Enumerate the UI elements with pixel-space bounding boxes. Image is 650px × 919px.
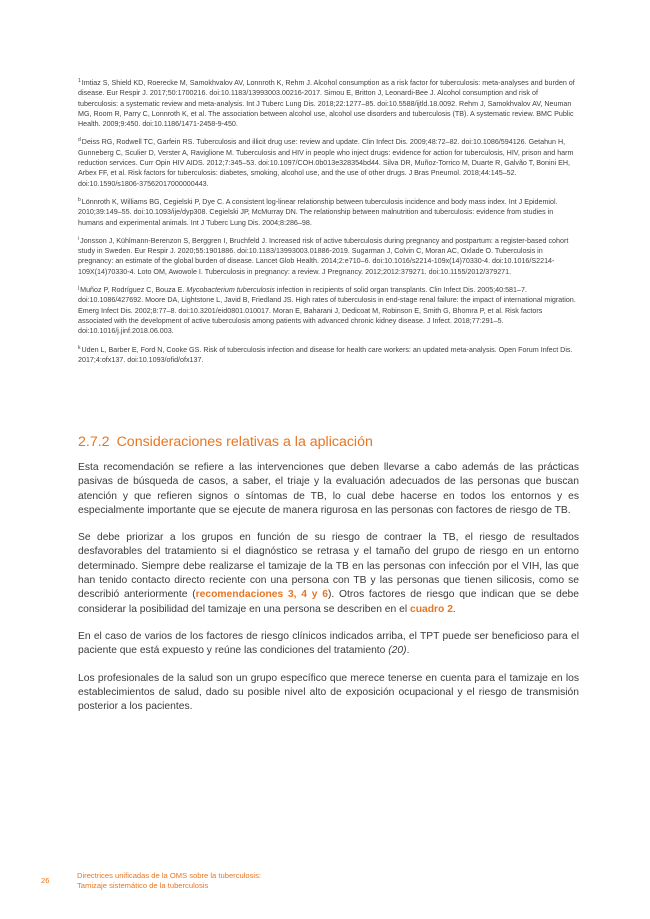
recommendations-link[interactable]: recomendaciones 3, 4 y 6	[195, 589, 328, 601]
paragraph	[78, 672, 579, 715]
page-footer	[41, 871, 261, 892]
reference-text: Lönnroth K, Williams BG, Cegielski P, Dye C. A consistent log-linear relationship between tuberculosis incidence and body mass index. Int J Epidemiol. 2010;39:149–55. doi:10.1093/ije/dyp308. Cegielski JP, McMurray DN. The relationship between malnutrition and tuberculosis: evidence from studies in humans and experimental animals. Int J Tuberc Lung Dis. 2004;8:286–98.	[78, 197, 558, 227]
paragraph	[78, 630, 579, 659]
reference-text-pre: Muñoz P, Rodríguez C, Bouza E.	[80, 286, 187, 295]
paragraph	[78, 461, 579, 518]
reference-marker: i	[78, 235, 80, 242]
reference-italic-term: Mycobacterium tuberculosis	[186, 286, 275, 295]
paragraph-text: Esta recomendación se refiere a las intervenciones que deben llevarse a cabo además de las prácticas pasivas de búsqueda de casos, a saber, el triaje y la evaluación adecuados de las personas que buscan atención y que refieren signos o síntomas de TB, lo cual debe hacerse en todos los entornos y es especialmente importante que se ejecute de manera rigurosa en las personas con factores de riesgo de TB.	[78, 462, 579, 516]
footer-line-1: Directrices unificadas de la OMS sobre la tuberculosis:	[77, 871, 262, 880]
reference-item	[78, 234, 578, 277]
paragraph-text: En el caso de varios de los factores de riesgo clínicos indicados arriba, el TPT puede ser beneficioso para el paciente que está expuesto y reúne las condiciones del tratamiento	[78, 630, 579, 657]
paragraph-text: .	[452, 603, 456, 615]
page-number: 26	[41, 876, 50, 885]
reference-item	[78, 76, 578, 129]
section-body	[78, 461, 579, 727]
reference-text: Deiss RG, Rodwell TC, Garfein RS. Tuberculosis and illicit drug use: review and update. Clin Infect Dis. 2009;48:72–82. doi:10.1086/594126. Getahun H, Gunneberg C, Sculier D, Verster A, Raviglione M. Tuberculosis and HIV in people who inject drugs: evidence for action for tuberculosis, HIV, prison and harm reduction services. Curr Opin HIV AIDS. 2012;7:345–53. doi:10.1097/COH.0b013e328354bd44. Silva DR, Muñoz-Torrico M, Duarte R, Galvão T, Bonini EH, Arbex FF, et al. Risk factors for tuberculosis: diabetes, smoking, alcohol use, and the use of other drugs. J Bras Pneumol. 2018;44:145–52. doi:10.1590/s1806-37562017000000443.	[78, 138, 574, 188]
paragraph-text: ). Otros factores de riesgo que indican que se debe considerar la posibilidad del tamizaje en una persona se describen en el	[78, 589, 579, 615]
reference-text: Imtiaz S, Shield KD, Roerecke M, Samokhvalov AV, Lonnroth K, Rehm J. Alcohol consumption as a risk factor for tuberculosis: meta-analyses and burden of disease. Eur Respir J. 2017;50:1700216. doi:10.1183/13993003.00216-2017. Simou E, Britton J, Leonardi-Bee J. Alcohol consumption and risk of tuberculosis: a systematic review and meta-analysis. Int J Tuberc Lung Dis. 2018;22:1277–85. doi:10.5588/ijtld.18.0092. Rehm J, Samokhvalov AV, Neuman MG, Room R, Parry C, Lonnroth K, et al. The association between alcohol use, alcohol use disorders and tuberculosis (TB). A systematic review. BMC Public Health. 2009;9:450. doi:10.1186/1471-2458-9-450.	[78, 79, 575, 129]
footer-line-2: Tamizaje sistemático de la tuberculosis	[77, 881, 209, 891]
table-link[interactable]: cuadro 2	[410, 603, 453, 615]
reference-marker: j	[78, 285, 80, 292]
reference-item	[78, 135, 578, 188]
reference-marker: b	[78, 196, 81, 203]
reference-item	[78, 195, 578, 228]
paragraph-text: .	[406, 645, 410, 657]
section-heading	[78, 434, 578, 450]
reference-text: Jonsson J, Kühlmann-Berenzon S, Berggren I, Bruchfeld J. Increased risk of active tuberculosis during pregnancy and postpartum: a register-based cohort study in Sweden. Eur Respir J. 2020;55:1901886. doi:10.1183/13993003.01886-2019. Sugarman J, Colvin C, Moran AC, Oxlade O. Tuberculosis in pregnancy: an estimate of the global burden of disease. Lancet Glob Health. 2014;2:e710–6. doi:10.1016/s2214-109x(14)70330-4. doi:10.1016/S2214-109X(14)70330-4. Loto OM, Awowole I. Tuberculosis in pregnancy: a review. J Pregnancy. 2012;2012:379271. doi:10.1155/2012/379271.	[78, 236, 569, 276]
reference-text: Uden L, Barber E, Ford N, Cooke GS. Risk of tuberculosis infection and disease for health care workers: an updated meta-analysis. Open Forum Infect Dis. 2017;4:ofx137. doi:10.1093/ofid/ofx137.	[78, 345, 573, 364]
citation: (20)	[388, 645, 407, 657]
section-number: 2.7.2	[78, 434, 110, 450]
reference-marker: 1	[78, 78, 81, 84]
reference-text: infection in recipients of solid organ transplants. Clin Infect Dis. 2005;40:581–7. doi:10.1086/427692. Moore DA, Lightstone L, Javid B, Friedland JS. High rates of tuberculosis in end-stage renal failure: the impact of international migration. Emerg Infect Dis. 2002;8:77–8. doi:10.3201/eid0801.010017. Moran E, Baharani J, Dedicoat M, Robinson E, Smith G, Bhomra P, et al. Risk factors associated with the development of active tuberculosis among patients with advanced chronic kidney disease. J Infect. 2018;77:291–5. doi:10.1016/j.jinf.2018.06.003.	[78, 286, 576, 336]
references-list	[78, 76, 578, 371]
reference-marker: k	[78, 344, 81, 351]
paragraph-text: Se debe priorizar a los grupos en función de su riesgo de contraer la TB, el riesgo de resultados desfavorables del tratamiento si el diagnóstico se retrasa y el tamaño del grupo de riesgo en un entorno determinado. Siempre debe realizarse el tamizaje de la TB en las personas con infección por el VIH, las que han tenido contacto directo reciente con una persona con TB y las personas que tienen silicosis, como se describió anteriormente (	[78, 532, 579, 601]
reference-marker: d	[78, 137, 81, 144]
paragraph	[78, 531, 579, 617]
reference-item	[78, 343, 578, 366]
reference-item	[78, 283, 578, 336]
paragraph-text: Los profesionales de la salud son un grupo específico que merece tenerse en cuenta para el tamizaje en los establecimientos de salud, dado su posible nivel alto de exposición ocupacional y el riesgo de transmisión posterior a los pacientes.	[78, 672, 579, 713]
section-title: Consideraciones relativas a la aplicación	[116, 434, 373, 450]
